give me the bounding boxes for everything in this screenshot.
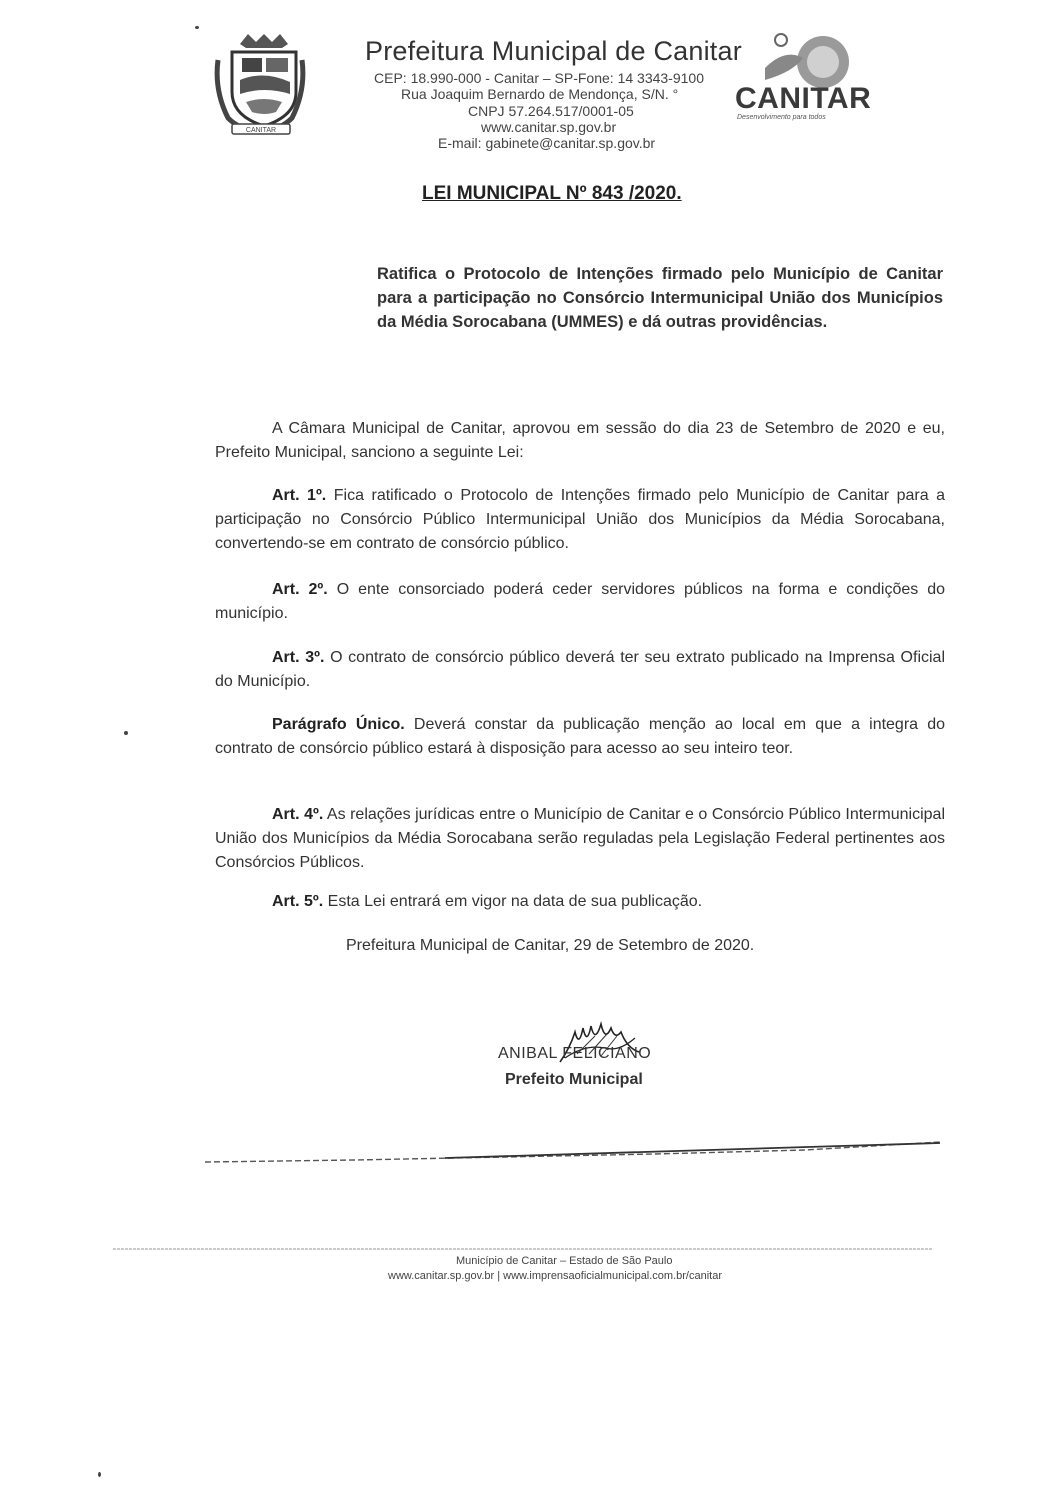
canitar-logo (725, 28, 895, 128)
scan-speck (195, 26, 199, 29)
sole-paragraph (215, 713, 945, 761)
article-2 (215, 578, 945, 626)
header-address: Rua Joaquim Bernardo de Mendonça, S/N. ° (401, 86, 679, 102)
article-3-text: O contrato de consórcio público deverá ter seu extrato publicado na Imprensa Oficial do Município. (215, 649, 946, 690)
article-5 (215, 890, 945, 914)
coat-of-arms-icon (210, 30, 310, 138)
signatory-role: Prefeito Municipal (505, 1071, 643, 1088)
signatory-name: ANIBAL FELICIANO (498, 1045, 652, 1062)
article-1 (215, 484, 945, 556)
scan-speck (98, 1472, 101, 1477)
law-summary: Ratifica o Protocolo de Intenções firmado pelo Município de Canitar para a participação no Consórcio Intermunicipal União dos Municípios da Média Sorocabana (UMMES) e dá outras providências. (377, 265, 943, 331)
logo-name: CANITAR (735, 82, 872, 115)
header-cnpj: CNPJ 57.264.517/0001-05 (468, 103, 634, 119)
article-2-text: O ente consorciado poderá ceder servidores públicos na forma e condições do município. (215, 581, 946, 622)
law-title: LEI MUNICIPAL Nº 843 /2020. (422, 183, 682, 204)
sole-paragraph-text: Deverá constar da publicação menção ao local em que a integra do contrato de consórcio público estará à disposição para acesso ao seu inteiro teor. (215, 716, 946, 757)
article-1-text: Fica ratificado o Protocolo de Intenções firmado pelo Município de Canitar para a participação no Consórcio Público Intermunicipal União dos Municípios da Média Sorocabana, convertendo-se em contrato de consórcio público. (215, 487, 946, 552)
article-5-label: Art. 5º. (272, 893, 324, 910)
article-2-label: Art. 2º. (272, 581, 328, 598)
law-intro: A Câmara Municipal de Canitar, aprovou em sessão do dia 23 de Setembro de 2020 e eu, Prefeito Municipal, sanciono a seguinte Lei: (215, 420, 945, 461)
header-website: www.canitar.sp.gov.br (481, 119, 617, 135)
article-3 (215, 646, 945, 694)
article-3-label: Art. 3º. (272, 649, 325, 666)
coat-of-arms-ribbon-text: CANITAR (245, 127, 277, 134)
date-line: Prefeitura Municipal de Canitar, 29 de Setembro de 2020. (346, 937, 755, 954)
footer-municipality: Município de Canitar – Estado de São Paulo (456, 1255, 673, 1267)
article-1-label: Art. 1º. (272, 487, 327, 504)
sole-paragraph-label: Parágrafo Único. (272, 716, 405, 733)
header-email: E-mail: gabinete@canitar.sp.gov.br (438, 135, 656, 151)
article-4-label: Art. 4º. (272, 806, 324, 823)
scan-divider-line (205, 1138, 940, 1164)
header-title: Prefeitura Municipal de Canitar (365, 36, 742, 66)
article-5-text: Esta Lei entrará em vigor na data de sua publicação. (327, 893, 703, 910)
article-4 (215, 803, 945, 875)
footer-divider-line (113, 1246, 933, 1252)
header-cep-phone: CEP: 18.990-000 - Canitar – SP-Fone: 14 3343-9100 (374, 70, 704, 86)
canitar-logo-emblem-icon (725, 28, 895, 88)
footer-websites: www.canitar.sp.gov.br | www.imprensaoficialmunicipal.com.br/canitar (388, 1270, 723, 1282)
logo-slogan: Desenvolvimento para todos (737, 114, 826, 121)
article-4-text: As relações jurídicas entre o Município de Canitar e o Consórcio Público Intermunicipal União dos Municípios da Média Sorocabana serão reguladas pela Legislação Federal pertinentes aos Consórcios Públicos. (215, 806, 945, 871)
scan-speck (124, 731, 128, 735)
